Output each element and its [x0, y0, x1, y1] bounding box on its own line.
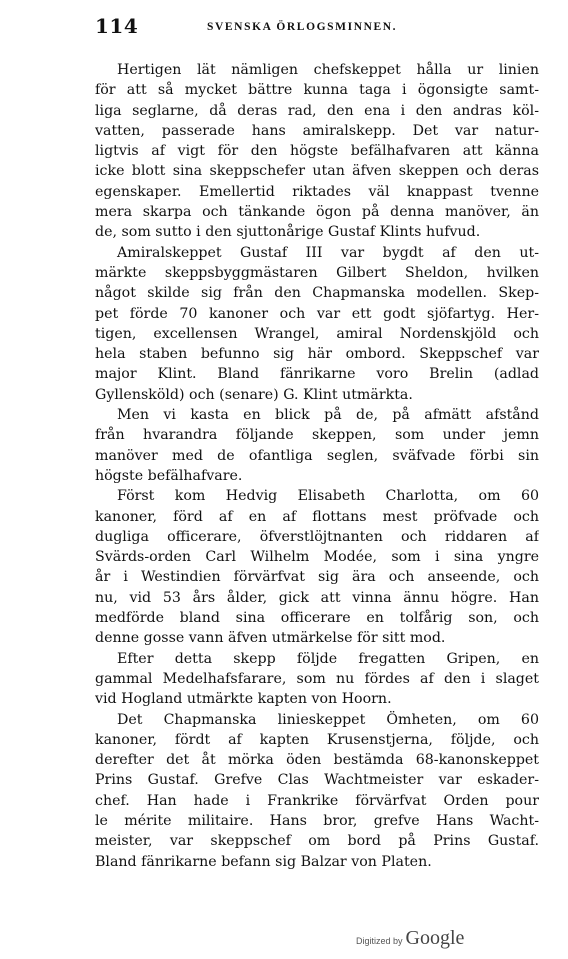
text-line: Svärds-orden Carl Wilhelm Modée, som i sina yngre	[95, 549, 539, 566]
paragraph	[95, 243, 539, 405]
text-line: nu, vid 53 års ålder, gick att vinna ännu högre. Han	[95, 589, 539, 606]
text-line: för att så mycket bättre kunna taga i ögonsigte samt-	[95, 82, 539, 99]
text-line: le mérite militaire. Hans bror, grefve Hans Wacht-	[95, 812, 539, 829]
paragraph	[95, 486, 539, 648]
text-line: Amiralskeppet Gustaf III var bygdt af den ut-	[117, 244, 539, 261]
text-line: Bland fänrikarne befann sig Balzar von Platen.	[95, 853, 432, 870]
text-line: vid Hogland utmärkte kapten von Hoorn.	[95, 691, 392, 708]
text-line: liga seglarne, då deras rad, den ena i den andras köl-	[95, 102, 539, 119]
text-line: egenskaper. Emellertid riktades väl knappast tvenne	[95, 183, 539, 200]
digitized-by-label: Digitized by	[356, 936, 403, 946]
text-line: medförde bland sina officerare en tolfårig son, och	[95, 610, 539, 627]
body-text	[95, 60, 539, 872]
text-line: denne gosse vann äfven utmärkelse för sitt mod.	[95, 630, 446, 647]
text-line: kanoner, förd af en af flottans mest pröfvade och	[95, 508, 539, 525]
text-line: från hvarandra följande skeppen, som under jemn	[95, 427, 539, 444]
text-line: pet förde 70 kanoner och var ett godt sjöfartyg. Her-	[95, 305, 539, 322]
digitization-watermark	[356, 927, 464, 950]
text-line: manöver med de ofantliga seglen, sväfvade förbi sin	[95, 447, 539, 464]
text-line: högste befälhafvare.	[95, 467, 243, 484]
text-line: Det Chapmanska linieskeppet Ömheten, om 60	[117, 711, 539, 728]
text-line: tigen, excellensen Wrangel, amiral Nordenskjöld och	[95, 325, 539, 342]
text-line: Först kom Hedvig Elisabeth Charlotta, om 60	[117, 488, 539, 505]
text-line: Hertigen lät nämligen chefskeppet hålla ur linien	[117, 62, 539, 78]
text-line: något skilde sig från den Chapmanska modellen. Skep-	[95, 285, 539, 302]
text-line: år i Westindien förvärfvat sig ära och anseende, och	[95, 569, 539, 586]
page-number: 114	[95, 14, 139, 38]
text-line: derefter det åt mörka öden bestämda 68-kanonskeppet	[95, 752, 539, 769]
text-line: märkte skeppsbyggmästaren Gilbert Sheldon, hvilken	[95, 264, 539, 281]
text-line: hela staben befunno sig här ombord. Skeppschef var	[95, 346, 539, 363]
text-line: de, som sutto i den sjuttonårige Gustaf Klints hufvud.	[95, 224, 481, 241]
google-logo-text: Google	[405, 927, 465, 949]
paragraph	[95, 710, 539, 872]
text-line: mera skarpa och tänkande ögon på denna manöver, än	[95, 204, 539, 221]
text-line: Gyllensköld) och (senare) G. Klint utmärkta.	[95, 386, 413, 403]
paragraph	[95, 405, 539, 486]
text-line: major Klint. Bland fänrikarne voro Brelin (adlad	[95, 366, 539, 383]
text-line: dugliga officerare, öfverstlöjtnanten och riddaren af	[95, 528, 539, 545]
text-line: Prins Gustaf. Grefve Clas Wachtmeister var eskader-	[95, 772, 539, 789]
paragraph	[95, 649, 539, 710]
text-line: Men vi kasta en blick på de, på afmätt afstånd	[117, 407, 539, 424]
text-line: ligtvis af vigt för den högste befälhafvaren att känna	[95, 143, 539, 160]
text-line: kanoner, fördt af kapten Krusenstjerna, följde, och	[95, 731, 539, 748]
text-line: meister, var skeppschef om bord på Prins Gustaf.	[95, 833, 539, 850]
running-head: SVENSKA ÖRLOGSMINNEN.	[207, 21, 398, 33]
text-line: Efter detta skepp följde fregatten Gripen, en	[117, 650, 539, 667]
page-header	[95, 14, 535, 44]
text-line: vatten, passerade hans amiralskepp. Det var natur-	[95, 122, 539, 139]
text-line: chef. Han hade i Frankrike förvärfvat Orden pour	[95, 792, 539, 809]
text-line: gammal Medelhafsfarare, som nu fördes af den i slaget	[95, 670, 539, 687]
text-line: icke blott sina skeppschefer utan äfven skeppen och deras	[95, 163, 539, 180]
paragraph	[95, 60, 539, 243]
